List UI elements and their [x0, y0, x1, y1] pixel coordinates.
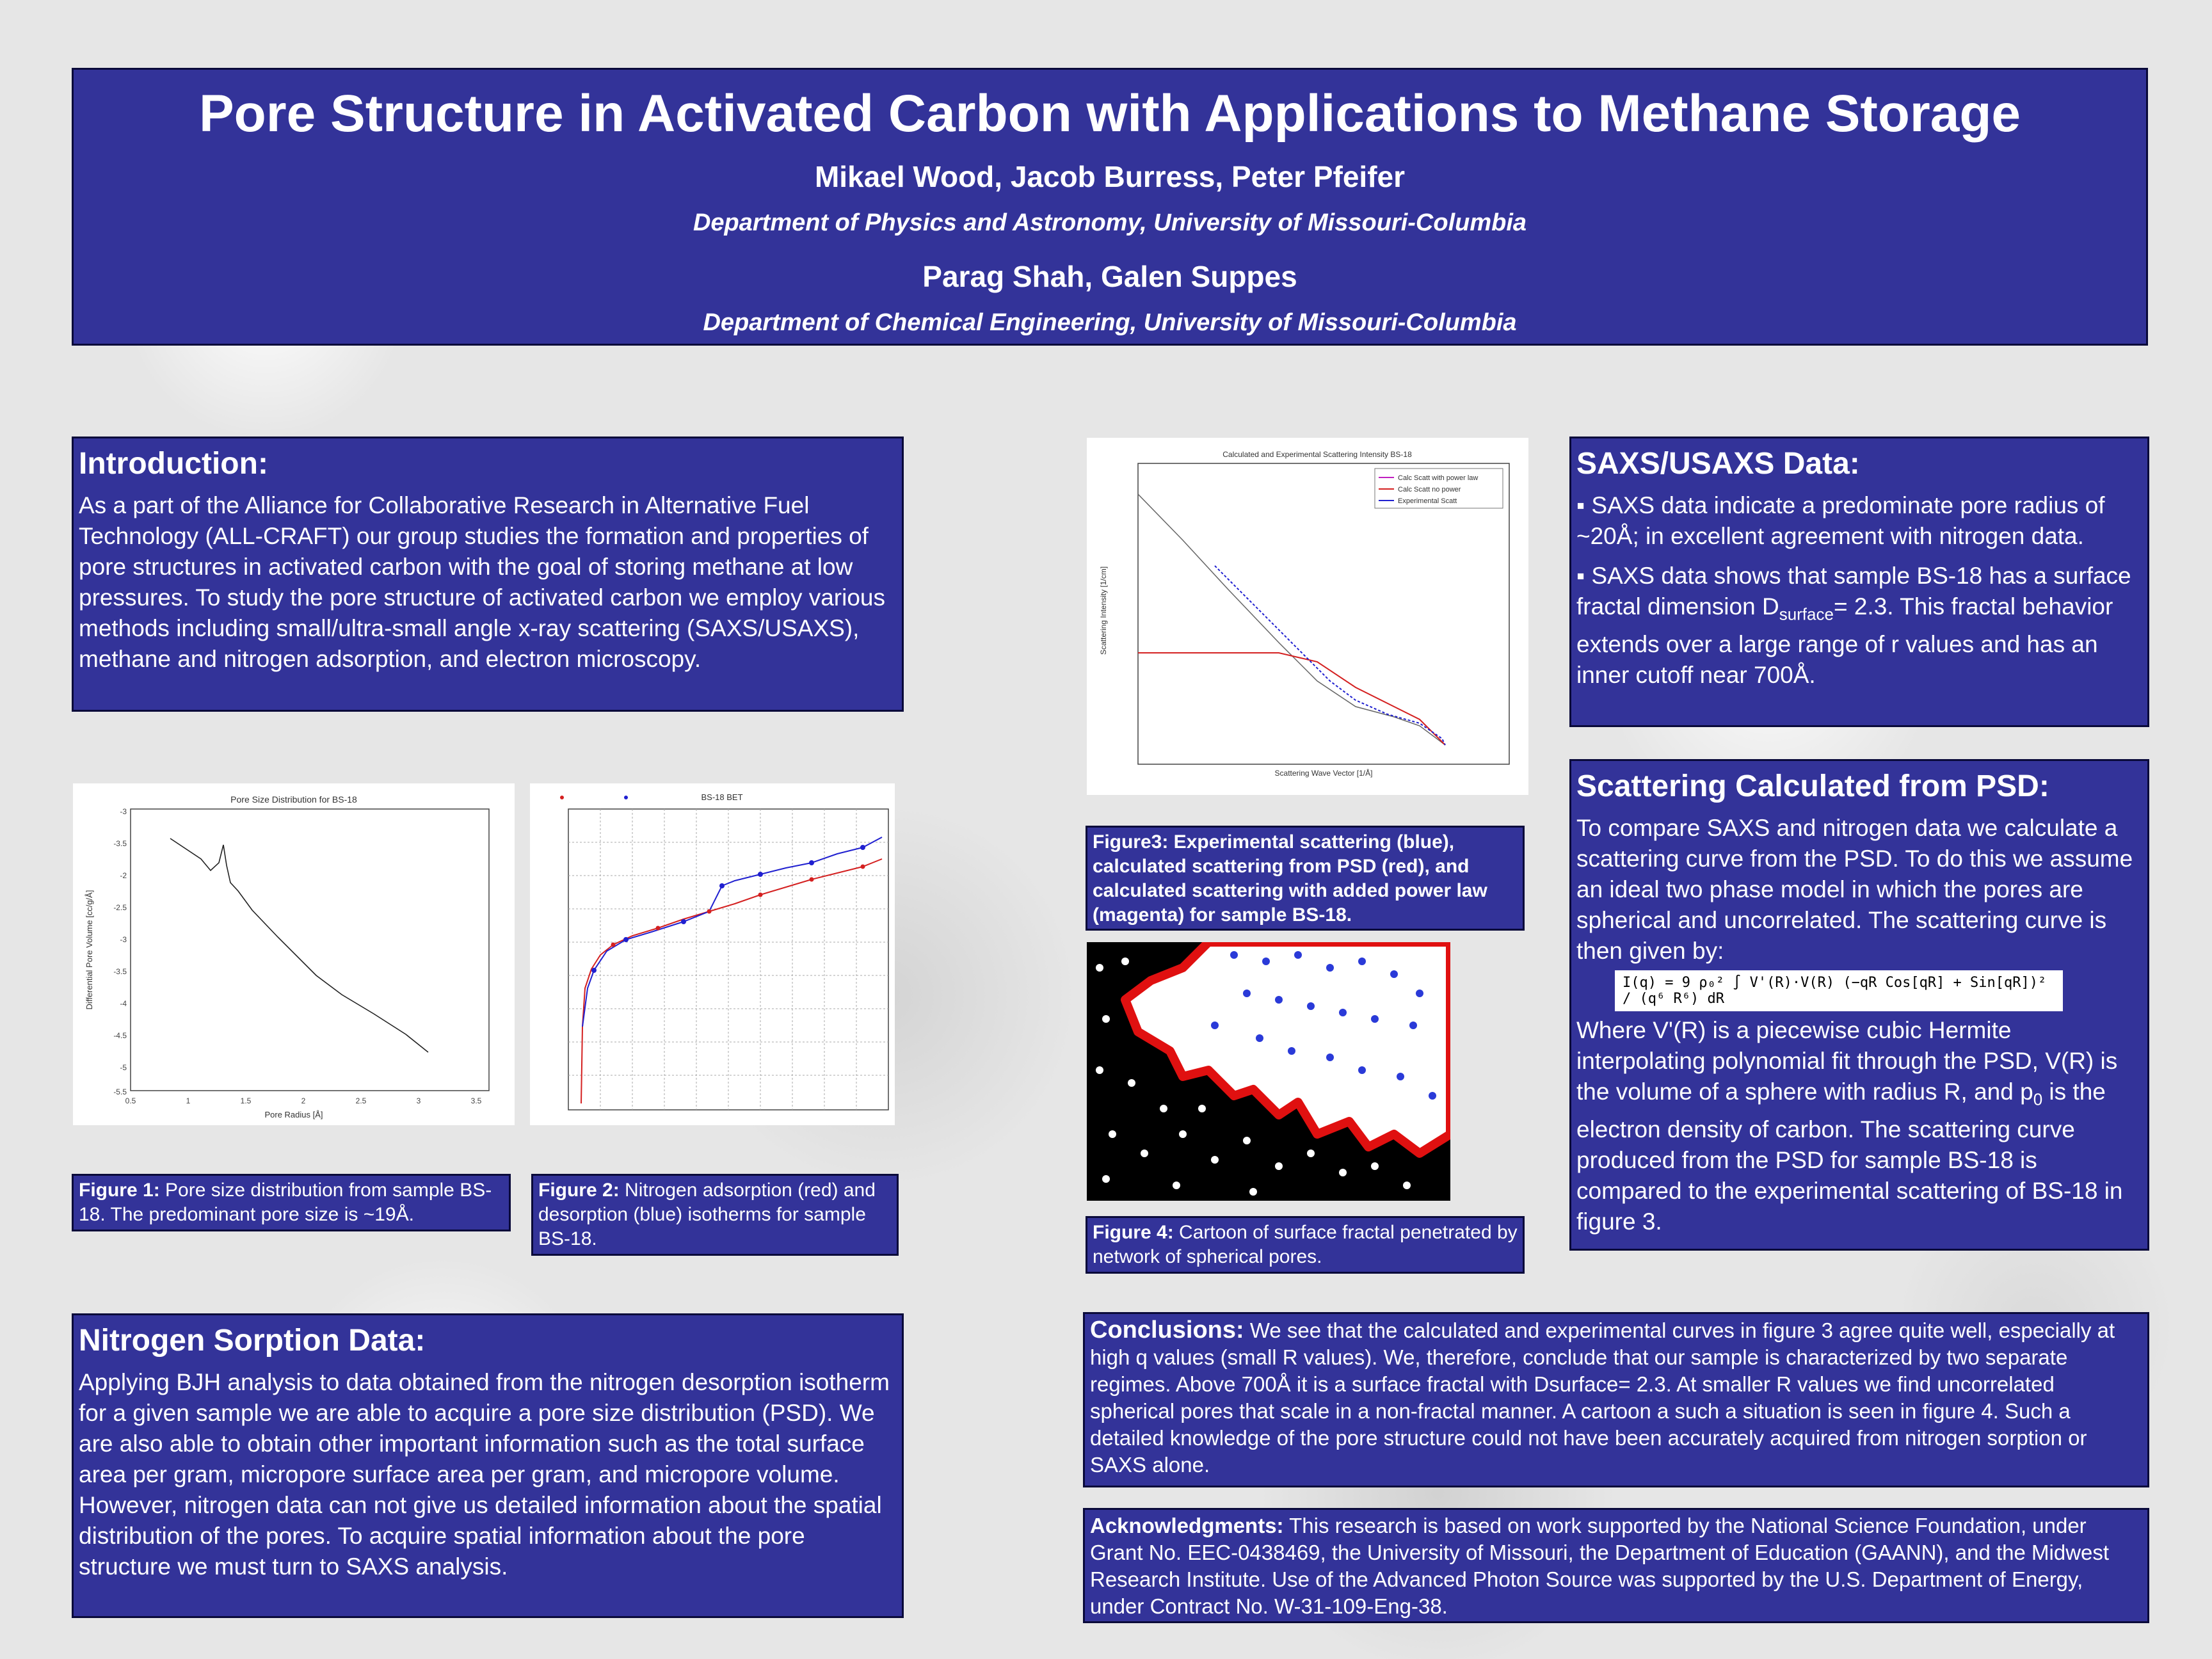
- figure-4-cartoon: [1087, 942, 1450, 1201]
- authors-physics: Mikael Wood, Jacob Burress, Peter Pfeifer: [814, 160, 1406, 193]
- psd-body-1: To compare SAXS and nitrogen data we calculate a scattering curve from the PSD. To do this we assume an ideal two phase model in which the pores are spherical and uncorrelated. The scattering curve is then given by:: [1576, 815, 2133, 964]
- figure-2-caption: [531, 1174, 899, 1256]
- saxs-title: SAXS/USAXS Data:: [1576, 447, 1860, 481]
- figure-3-caption: [1086, 826, 1525, 931]
- saxs-bullet-1: ▪ SAXS data indicate a predominate pore radius of ~20Å; in excellent agreement with nitrogen data.: [1576, 492, 2105, 549]
- nitrogen-sorption-panel: [72, 1313, 904, 1618]
- figure-3-plot: [1087, 438, 1528, 795]
- fig2-desorption-curve: [582, 837, 882, 1027]
- poster-title: Pore Structure in Activated Carbon with Applications to Methane Storage: [198, 84, 2021, 143]
- svg-text:1: 1: [186, 1096, 191, 1105]
- svg-text:3.5: 3.5: [470, 1096, 482, 1105]
- svg-text:-3.5: -3.5: [113, 839, 127, 848]
- saxs-panel: [1569, 437, 2149, 727]
- svg-text:-5: -5: [120, 1063, 127, 1072]
- fig3-legend-2: Calc Scatt no power: [1398, 486, 1461, 493]
- svg-text:2: 2: [301, 1096, 306, 1105]
- ack-body: This research is based on work supported by the National Science Foundation, under Grant No. EEC-0438469, the University of Missouri, the Department of Education (GAANN), and the Midwest Research Institute. Use of the Advanced Photon Source was supported by the U.S. Department of Energy, under Contract No. W-31-109-Eng-38.: [1090, 1514, 2110, 1618]
- svg-text:-5.5: -5.5: [113, 1087, 127, 1096]
- fig2-adsorption-curve: [581, 859, 882, 1103]
- fig3-legend-3: Experimental Scatt: [1398, 497, 1457, 505]
- fig1-plot-title: Pore Size Distribution for BS-18: [230, 794, 357, 805]
- figure-2-plot: [530, 783, 895, 1125]
- fig3-experimental-curve: [1215, 566, 1445, 745]
- intro-title: Introduction:: [79, 447, 268, 481]
- fig1-ylabel: Differential Pore Volume [cc/g/Å]: [84, 890, 94, 1010]
- fig2-label: Figure 2:: [538, 1180, 620, 1201]
- ack-title: Acknowledgments:: [1090, 1514, 1284, 1537]
- conclusions-panel: [1083, 1312, 2149, 1487]
- nitrogen-body: Applying BJH analysis to data obtained from the nitrogen desorption isotherm for a given sample we are able to acquire a pore size distribution (PSD). We are also able to obtain other important information such as the total surface area per gram, micropore surface area per gram, and micropore volume. However, nitrogen data can not give us detailed information about the spatial distribution of the pores. To acquire spatial information about the pore structure we must turn to SAXS analysis.: [79, 1369, 890, 1580]
- scattering-equation: I(q) = 9 ρ₀² ∫ V'(R)·V(R) (−qR Cos[qR] + Sin[qR])² / (q⁶ R⁶) dR: [1615, 970, 2063, 1011]
- psd-title: Scattering Calculated from PSD:: [1576, 769, 2049, 803]
- fig3-legend-1: Calc Scatt with power law: [1398, 474, 1479, 482]
- svg-text:-2.5: -2.5: [113, 903, 127, 912]
- fig4-label: Figure 4:: [1093, 1222, 1174, 1243]
- header-panel: [72, 68, 2148, 346]
- svg-text:-3.5: -3.5: [113, 967, 127, 976]
- fig3-power-law-curve: [1138, 494, 1445, 745]
- fig1-psd-curve: [170, 838, 428, 1052]
- nitrogen-title: Nitrogen Sorption Data:: [79, 1324, 426, 1358]
- intro-body: As a part of the Alliance for Collaborative Research in Alternative Fuel Technology (ALL-CRAFT) our group studies the formation and properties of pore structures in activated carbon with the goal of storing methane at low pressures. To study the pore structure of activated carbon we employ various methods including small/ultra-small angle x-ray scattering (SAXS/USAXS), methane and nitrogen adsorption, and electron microscopy.: [79, 492, 886, 672]
- psd-body-2: Where V'(R) is a piecewise cubic Hermite interpolating polynomial fit through the PSD, V(R) is the volume of a sphere with radius R, and $p_0$ is the electron density of carbon. The scattering curve produced from the PSD for sample BS-18 is compared to the experimental scattering of BS-18 in figure 3.: [1576, 1017, 2123, 1235]
- fig4-caption-text: Cartoon of surface fractal penetrated by network of spherical pores.: [1093, 1222, 1518, 1267]
- svg-text:-2: -2: [120, 871, 127, 880]
- fig1-caption-text: Pore size distribution from sample BS-18. The predominant pore size is ~19Å.: [79, 1180, 492, 1225]
- introduction-panel: [72, 437, 904, 712]
- svg-text:-3: -3: [120, 807, 127, 816]
- svg-text:3: 3: [416, 1096, 421, 1105]
- figure-1-caption: [72, 1174, 511, 1231]
- svg-text:2.5: 2.5: [355, 1096, 367, 1105]
- fig4-fractal-region: [1125, 942, 1450, 1153]
- fig3-plot-title: Calculated and Experimental Scattering Intensity BS-18: [1222, 450, 1412, 459]
- fig3-caption-text: Figure3: Experimental scattering (blue), calculated scattering from PSD (red), and calculated scattering with added power law (magenta) for sample BS-18.: [1093, 831, 1487, 926]
- fig2-caption-text: Nitrogen adsorption (red) and desorption (blue) isotherms for sample BS-18.: [538, 1180, 876, 1249]
- svg-text:0.5: 0.5: [125, 1096, 136, 1105]
- authors-cheme: Parag Shah, Galen Suppes: [922, 260, 1297, 293]
- dept-cheme: Department of Chemical Engineering, University of Missouri-Columbia: [703, 309, 1517, 336]
- svg-text:-4.5: -4.5: [113, 1031, 127, 1040]
- fig3-calc-curve: [1138, 653, 1445, 745]
- saxs-bullet-2: ▪ SAXS data shows that sample BS-18 has a surface fractal dimension $D_{surface}= 2.3$. This fractal behavior extends over a large range of r values and has an inner cutoff near 700Å.: [1576, 563, 2131, 689]
- conclusions-body: We see that the calculated and experimental curves in figure 3 agree quite well, especially at high q values (small R values). We, therefore, conclude that our sample is characterized by two separate regimes. Above 700Å it is a surface fractal with Dsurface= 2.3. At smaller R values we find uncorrelated spherical pores that scale in a non-fractal manner. A cartoon a such a situation is seen in figure 4. Such a detailed knowledge of the pore structure could not have been accurately acquired from nitrogen sorption or SAXS alone.: [1090, 1318, 2115, 1477]
- fig3-xlabel: Scattering Wave Vector [1/Å]: [1274, 769, 1373, 778]
- fig2-plot-title: BS-18 BET: [701, 792, 743, 802]
- svg-text:-3: -3: [120, 935, 127, 944]
- svg-text:-4: -4: [120, 999, 127, 1008]
- fig1-label: Figure 1:: [79, 1180, 160, 1201]
- figure-4-caption: [1086, 1216, 1525, 1274]
- fig3-ylabel: Scattering Intensity [1/cm]: [1099, 566, 1108, 655]
- figure-1-plot: [73, 783, 515, 1125]
- psd-scattering-panel: [1569, 759, 2149, 1251]
- conclusions-title: Conclusions:: [1090, 1317, 1244, 1343]
- fig1-xlabel: Pore Radius [Å]: [264, 1110, 323, 1119]
- dept-physics: Department of Physics and Astronomy, University of Missouri-Columbia: [693, 209, 1527, 236]
- svg-text:1.5: 1.5: [240, 1096, 252, 1105]
- acknowledgments-panel: [1083, 1508, 2149, 1623]
